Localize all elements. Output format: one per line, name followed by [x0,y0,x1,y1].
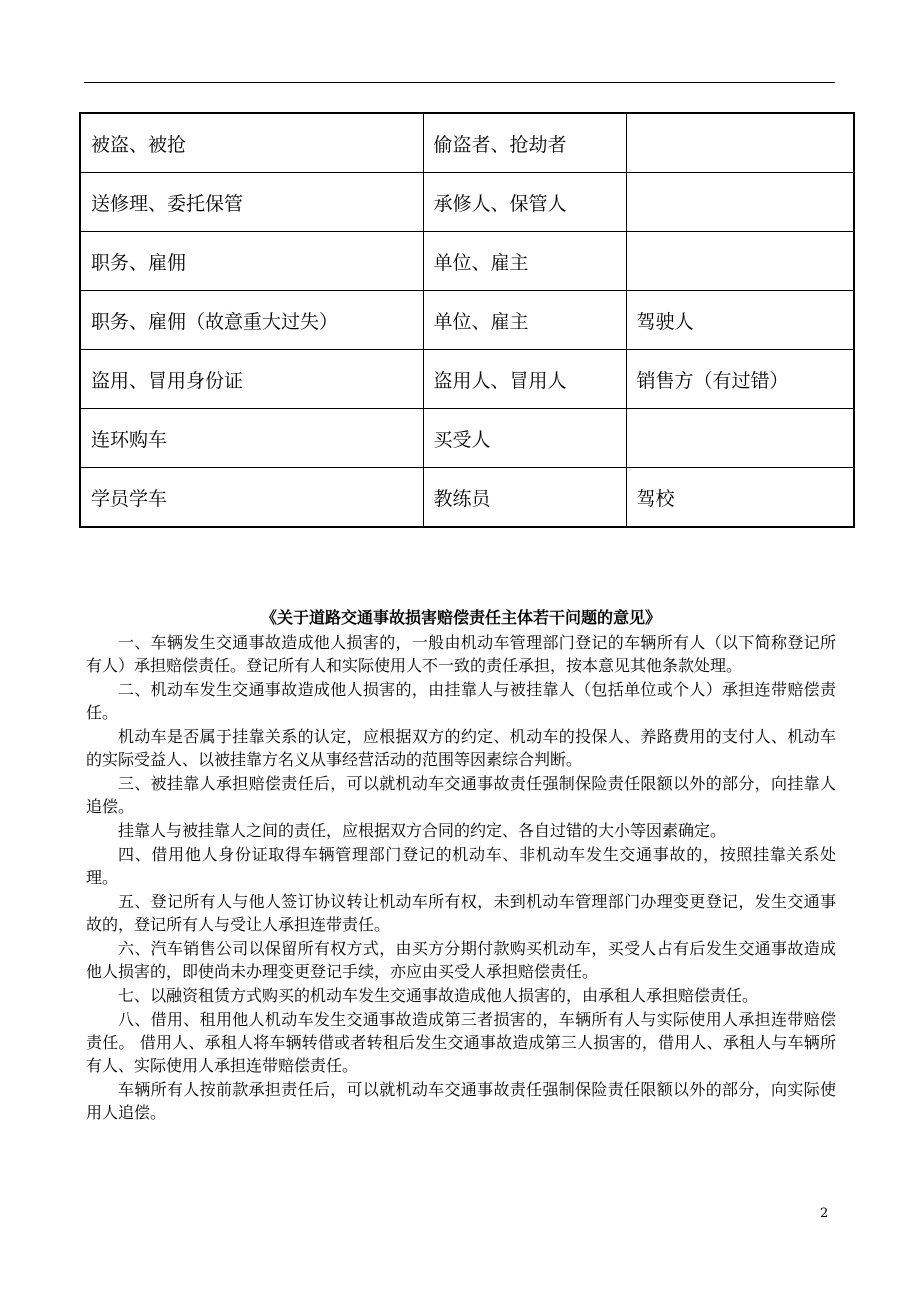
table-row [80,350,854,409]
table-cell: 单位、雇主 [423,291,626,350]
paragraph: 八、借用、租用他人机动车发生交通事故造成第三者损害的，车辆所有人与实际使用人承担连带赔偿责任。 借用人、承租人将车辆转借或者转租后发生交通事故造成第三人损害的，借用人、承租人与车辆所有人、实际使用人承担连带赔偿责任。 [86,1010,836,1075]
header-rule [84,82,835,83]
table-row [80,113,854,173]
table-cell: 买受人 [423,409,626,468]
table-row [80,468,854,528]
table-cell [626,173,854,232]
document-title: 《关于道路交通事故损害赔偿责任主体若干问题的意见》 [260,608,661,627]
paragraph: 四、借用他人身份证取得车辆管理部门登记的机动车、非机动车发生交通事故的，按照挂靠关系处理。 [86,845,836,887]
table-cell: 学员学车 [80,468,423,528]
table-cell: 偷盗者、抢劫者 [423,113,626,173]
table-cell: 被盗、被抢 [80,113,423,173]
table-row [80,409,854,468]
document-body [86,607,836,1125]
table-cell: 驾驶人 [626,291,854,350]
paragraph: 机动车是否属于挂靠关系的认定，应根据双方的约定、机动车的投保人、养路费用的支付人、机动车的实际受益人、以被挂靠方名义从事经营活动的范围等因素综合判断。 [86,727,836,769]
table-cell [626,232,854,291]
table-cell [626,409,854,468]
table-cell: 盗用人、冒用人 [423,350,626,409]
table-cell: 承修人、保管人 [423,173,626,232]
table-cell: 职务、雇佣 [80,232,423,291]
paragraph: 二、机动车发生交通事故造成他人损害的，由挂靠人与被挂靠人（包括单位或个人）承担连带赔偿责任。 [86,680,836,722]
table-cell: 销售方（有过错） [626,350,854,409]
table-row [80,232,854,291]
paragraph: 挂靠人与被挂靠人之间的责任，应根据双方合同的约定、各自过错的大小等因素确定。 [118,821,727,840]
table-cell: 送修理、委托保管 [80,173,423,232]
paragraph: 三、被挂靠人承担赔偿责任后，可以就机动车交通事故责任强制保险责任限额以外的部分，向挂靠人追偿。 [86,774,836,816]
table-row [80,173,854,232]
paragraph: 一、车辆发生交通事故造成他人损害的，一般由机动车管理部门登记的车辆所有人（以下简称登记所有人）承担赔偿责任。登记所有人和实际使用人不一致的责任承担，按本意见其他条款处理。 [86,633,836,675]
paragraph: 五、登记所有人与他人签订协议转让机动车所有权，未到机动车管理部门办理变更登记，发生交通事故的，登记所有人与受让人承担连带责任。 [86,892,836,934]
table-cell: 盗用、冒用身份证 [80,350,423,409]
table-cell: 单位、雇主 [423,232,626,291]
page-number: 2 [820,1206,829,1221]
table-cell: 连环购车 [80,409,423,468]
liability-table [79,112,855,528]
table-row [80,291,854,350]
paragraph: 车辆所有人按前款承担责任后，可以就机动车交通事故责任强制保险责任限额以外的部分，向实际使用人追偿。 [86,1080,836,1122]
table-cell: 教练员 [423,468,626,528]
table-cell: 职务、雇佣（故意重大过失） [80,291,423,350]
table-cell: 驾校 [626,468,854,528]
table-cell [626,113,854,173]
paragraph: 六、汽车销售公司以保留所有权方式，由买方分期付款购买机动车，买受人占有后发生交通事故造成他人损害的，即使尚未办理变更登记手续，亦应由买受人承担赔偿责任。 [86,939,836,981]
paragraph: 七、以融资租赁方式购买的机动车发生交通事故造成他人损害的，由承租人承担赔偿责任。 [118,986,759,1005]
